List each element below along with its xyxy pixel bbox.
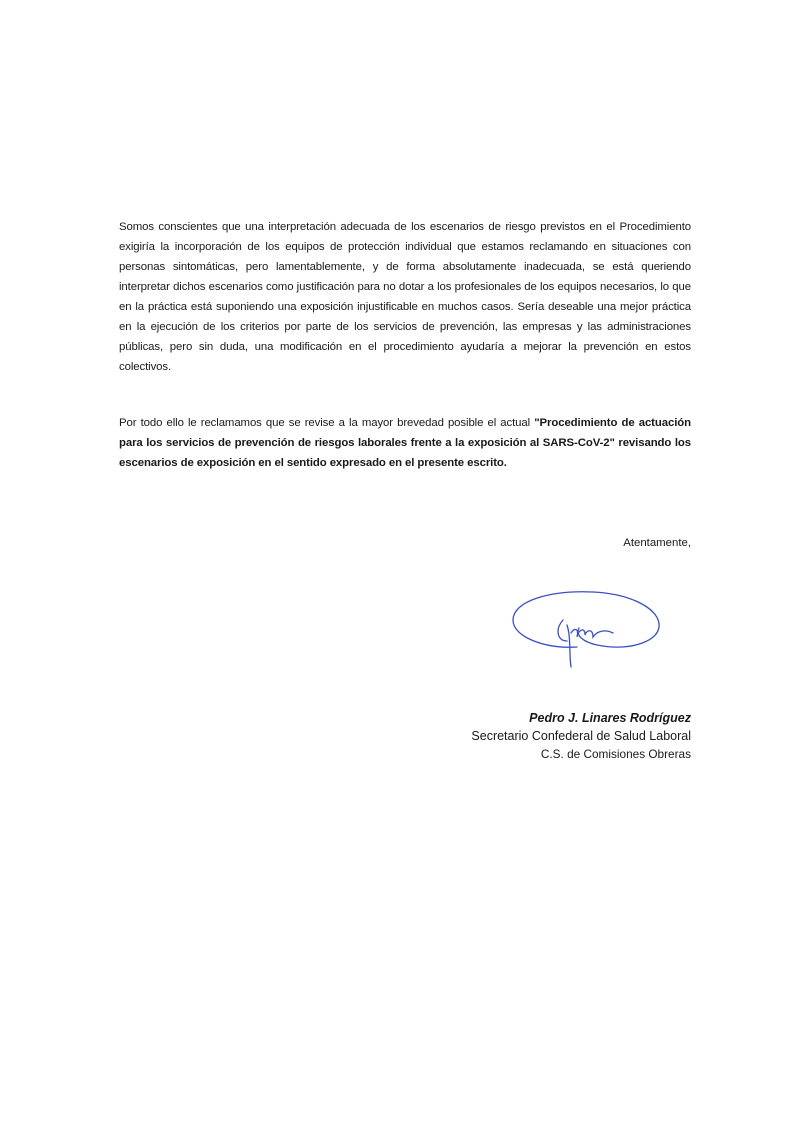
handwritten-signature	[505, 585, 665, 675]
signer-organization: C.S. de Comisiones Obreras	[540, 747, 691, 761]
closing-salutation: Atentamente,	[623, 537, 691, 549]
signer-title: Secretario Confederal de Salud Laboral	[471, 729, 691, 743]
signature-block	[471, 709, 691, 763]
body-paragraph-2	[119, 413, 691, 473]
paragraph-2-lead: Por todo ello le reclamamos que se revise a la mayor brevedad posible el actual	[119, 417, 535, 429]
procedure-title-emphasis: "Procedimiento de actuación para los servicios de prevención de riesgos laborales frente a la exposición al SARS-CoV-2" revisando los escenarios de exposición en el sentido expresado en el presente escrito.	[119, 417, 691, 469]
body-paragraph-1: Somos conscientes que una interpretación adecuada de los escenarios de riesgo previstos en el Procedimiento exigiría la incorporación de los equipos de protección individual que estamos reclamando en situaciones con personas sintomáticas, pero lamentablemente, y de forma absolutamente inadecuada, se está queriendo interpretar dichos escenarios como justificación para no dotar a los profesionales de los equipos necesarios, lo que en la práctica está suponiendo una exposición injustificable en muchos casos. Sería deseable una mejor práctica en la ejecución de los criterios por parte de los servicios de prevención, las empresas y las administraciones públicas, pero sin duda, una modificación en el procedimiento ayudaría a mejorar la prevención en estos colectivos.	[119, 221, 691, 373]
signer-name: Pedro J. Linares Rodríguez	[529, 711, 691, 725]
